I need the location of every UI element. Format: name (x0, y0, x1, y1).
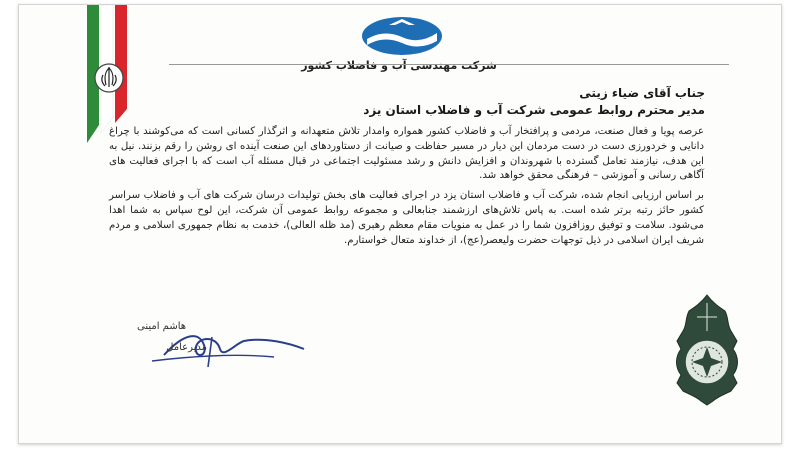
recipient-title: مدیر محترم روابط عمومی شرکت آب و فاضلاب استان یزد (363, 103, 705, 117)
recipient-name: جناب آقای ضیاء زیتی (579, 86, 705, 100)
body-paragraph-2: بر اساس ارزیابی انجام شده، شرکت آب و فاضلاب استان یزد در اجرای فعالیت های بخش تولیدات درسان شرکت های آب و فاضلاب سراسر کشور حائز رتبه برتر شده است. به پاس تلاش‌های ارزشمند جنابعالی و مجموعه روابط عمومی آن شرکت، این لوح سپاس به شما اهدا می‌شود. سلامت و توفیق روزافزون شما را در عمل به منویات مقام معظم رهبری (مد ظله العالی)، خدمت به نظام جمهوری اسلامی و مردم شریف ایران اسلامی در ذیل توجهات حضرت ولیعصر(عج)، از خداوند متعال خواستارم. (109, 190, 704, 246)
company-name: شرکت مهندسی آب و فاضلاب کشور (301, 59, 497, 72)
company-logo-icon (359, 15, 445, 57)
recipient-block (363, 85, 705, 119)
header-divider (169, 64, 729, 65)
ornamental-seal-icon (667, 291, 747, 407)
body-paragraph-1: عرصه پویا و فعال صنعت، مردمی و پرافتخار آب و فاضلاب کشور همواره وامدار تلاش متعهدانه و اثرگذار کسانی است که می‌کوشند با چراغ دانایی و خردورزی دست در دست مردمان این دیار در مسیر حفاظت و صیانت از دستاوردهای این صنعت آینده ای روشن را رقم بزنند. نیل به این هدف، نیازمند تعامل گسترده با شهروندان و افزایش دانش و رشد مسئولیت اجتماعی در قبال مسئله آب است که با اجرای فعالیت های آگاهی رسانی و آموزشی – فرهنگی محقق خواهد شد. (109, 126, 704, 182)
letter-body (109, 125, 704, 253)
certificate-page (18, 4, 782, 444)
signer-title: مدیرعامل (166, 342, 207, 353)
signer-name: هاشم امینی (137, 321, 187, 332)
